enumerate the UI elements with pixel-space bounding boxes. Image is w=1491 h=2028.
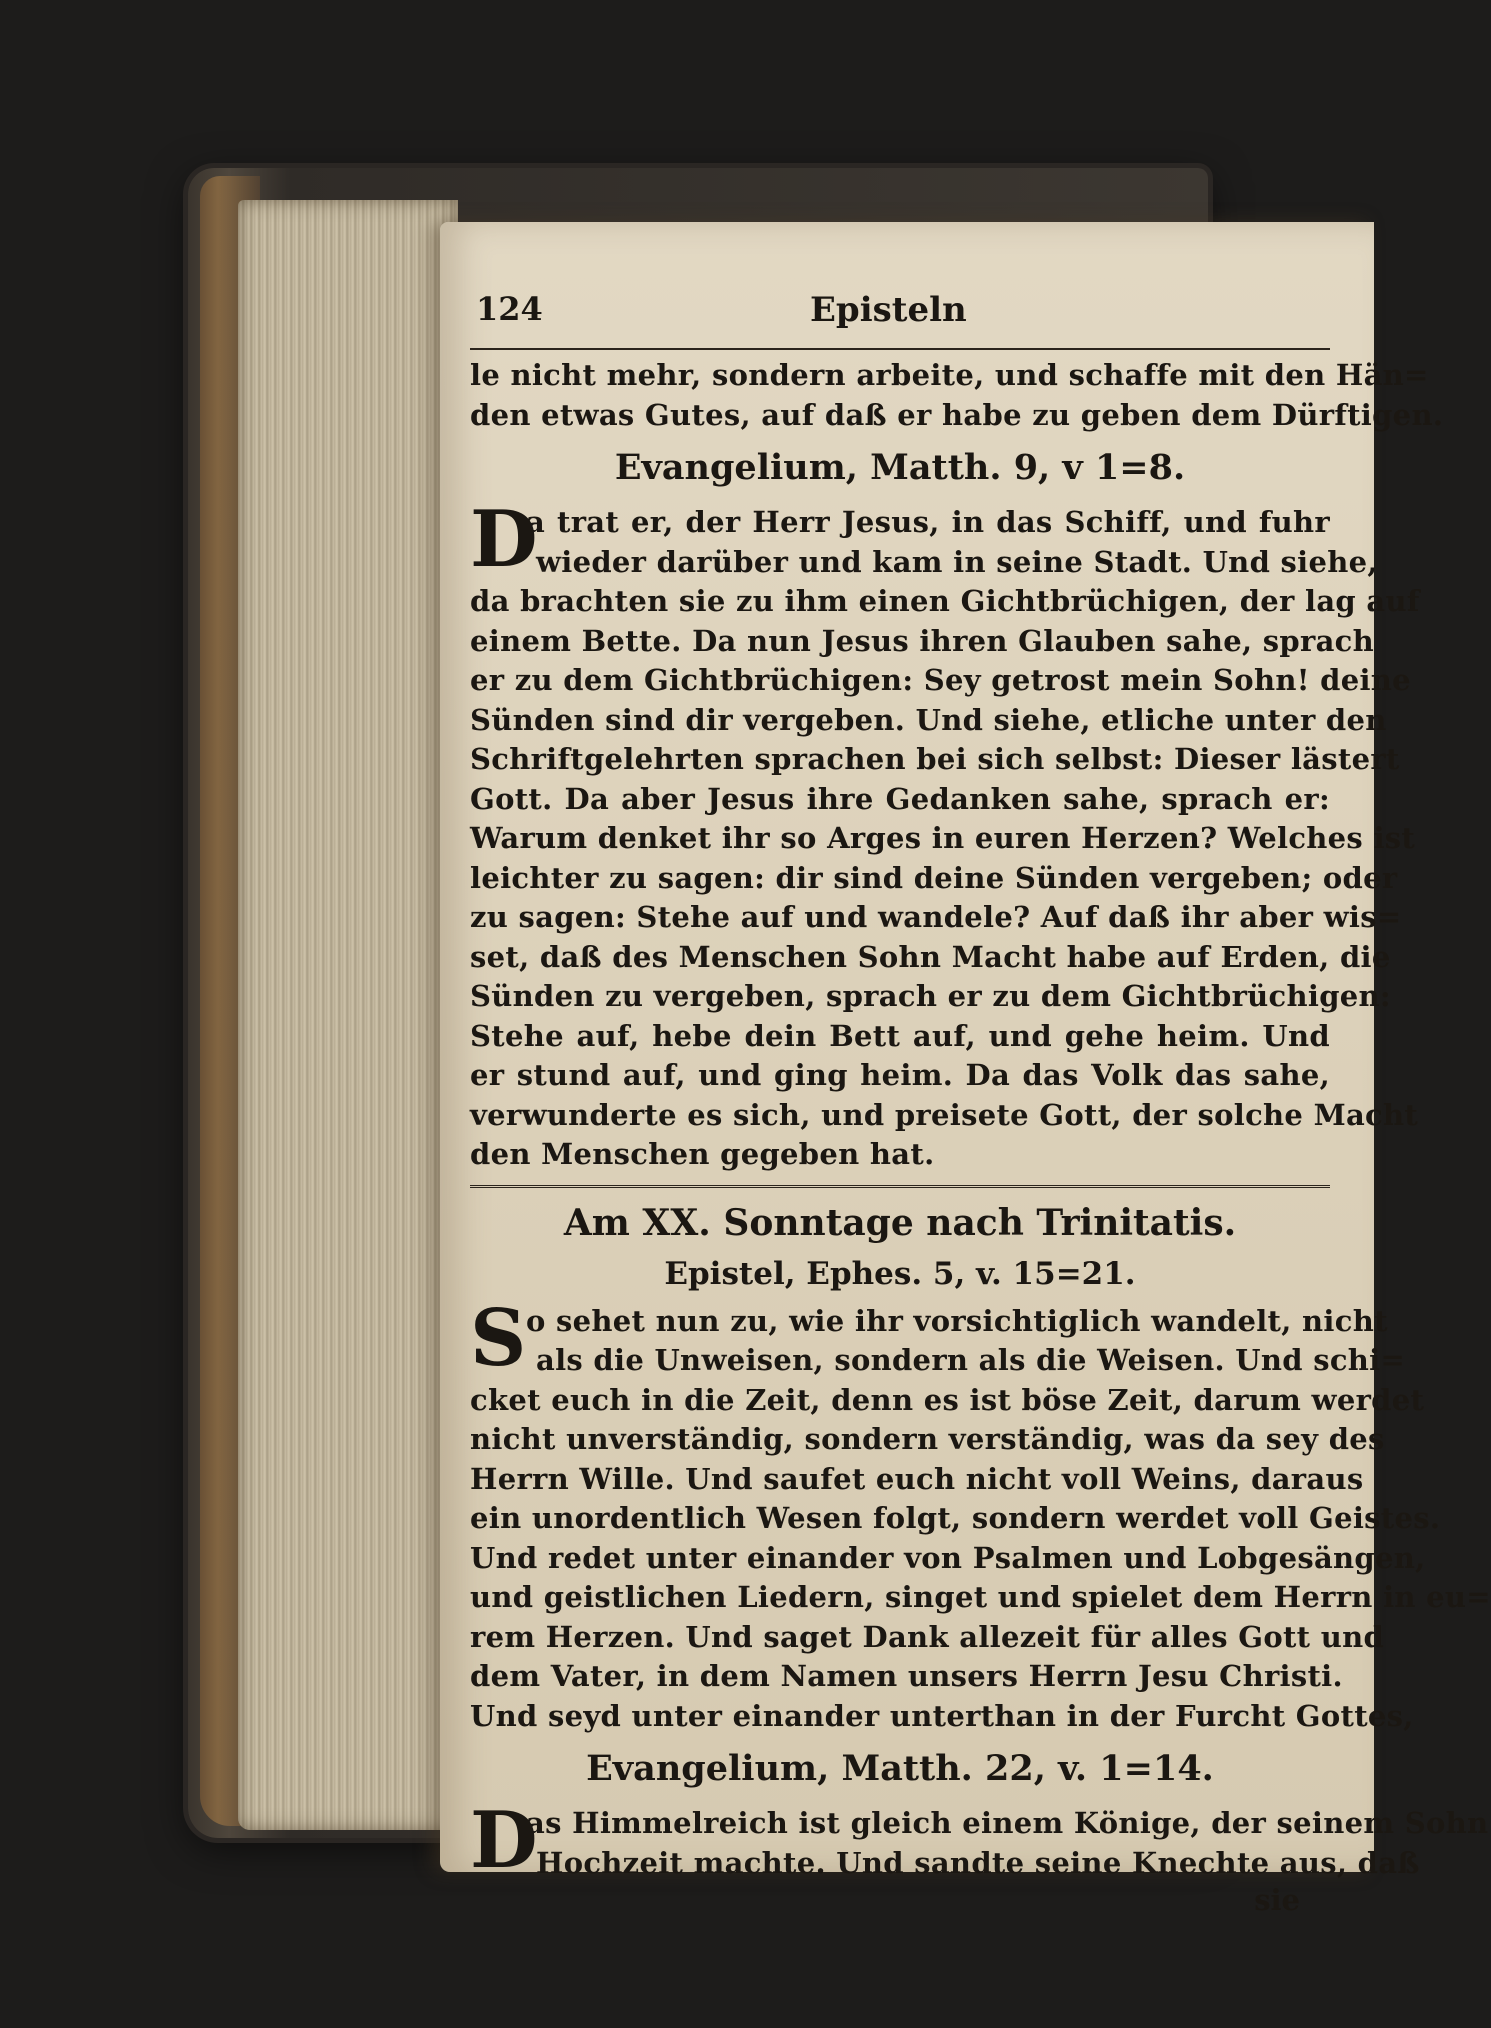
text-line: Warum denket ihr so Arges in euren Herzen? Welches ist xyxy=(470,821,1416,855)
text-line: Und seyd unter einander unterthan in der Furcht Gottes, xyxy=(470,1698,1414,1733)
header-rule xyxy=(470,348,1330,350)
text-line: Sünden zu vergeben, sprach er zu dem Gichtbrüchigen: xyxy=(470,979,1391,1013)
text-line: a trat er, der Herr Jesus, in das Schiff, und fuhr xyxy=(526,505,1330,539)
text-line: den etwas Gutes, auf daß er habe zu geben dem Dürftigen. xyxy=(470,397,1444,432)
sunday-heading: Am XX. Sonntage nach Trinitatis. xyxy=(563,1201,1237,1244)
text-line: wieder darüber und kam in seine Stadt. Und siehe, xyxy=(536,544,1378,579)
drop-cap: D xyxy=(470,494,538,585)
text-line: zu sagen: Stehe auf und wandele? Auf daß ihr aber wis= xyxy=(470,900,1402,934)
text-line: as Himmelreich ist gleich einem Könige, der seinem Sohn xyxy=(526,1806,1489,1840)
running-head: Episteln xyxy=(810,290,967,330)
text-line: den Menschen gegeben hat. xyxy=(470,1137,935,1171)
text-line: o sehet nun zu, wie ihr vorsichtiglich wandelt, nicht xyxy=(526,1303,1388,1338)
page-content xyxy=(470,280,1491,1917)
text-line: er stund auf, und ging heim. Da das Volk das sahe, xyxy=(470,1058,1330,1092)
epistle-heading: Epistel, Ephes. 5, v. 15=21. xyxy=(664,1255,1136,1292)
text-line: Sünden sind dir vergeben. Und siehe, etliche unter den xyxy=(470,702,1387,737)
text-line: Gott. Da aber Jesus ihre Gedanken sahe, sprach er: xyxy=(470,781,1330,816)
gospel-heading: Evangelium, Matth. 22, v. 1=14. xyxy=(586,1748,1214,1789)
catchword: sie xyxy=(1254,1883,1300,1917)
text-line: er zu dem Gichtbrüchigen: Sey getrost mein Sohn! deine xyxy=(470,663,1411,697)
text-line: Und redet unter einander von Psalmen und Lobgesängen, xyxy=(470,1540,1426,1575)
text-line: ein unordentlich Wesen folgt, sondern werdet voll Geistes. xyxy=(470,1501,1441,1535)
drop-cap: D xyxy=(470,1795,538,1886)
gospel-paragraph xyxy=(470,1795,1489,1917)
gospel-heading: Evangelium, Matth. 9, v 1=8. xyxy=(614,447,1186,488)
drop-cap: S xyxy=(470,1292,527,1384)
text-line: cket euch in die Zeit, denn es ist böse Zeit, darum werdet xyxy=(470,1382,1425,1417)
text-line: als die Unweisen, sondern als die Weisen. Und schi= xyxy=(536,1343,1406,1377)
carry-over-text xyxy=(470,356,1444,435)
gospel-paragraph xyxy=(470,494,1420,1175)
section-rule xyxy=(470,1185,1330,1188)
text-line: rem Herzen. Und saget Dank allezeit für alles Gott und xyxy=(470,1619,1385,1654)
text-line: Schriftgelehrten sprachen bei sich selbst: Dieser lästert xyxy=(470,742,1400,776)
text-line: da brachten sie zu ihm einen Gichtbrüchigen, der lag auf xyxy=(470,584,1420,618)
text-line: verwunderte es sich, und preisete Gott, der solche Macht xyxy=(470,1097,1419,1132)
text-line: Stehe auf, hebe dein Bett auf, und gehe heim. Und xyxy=(470,1018,1330,1053)
text-line: Herrn Wille. Und saufet euch nicht voll Weins, daraus xyxy=(470,1461,1364,1496)
page-header xyxy=(470,280,1330,344)
text-line: und geistlichen Liedern, singet und spielet dem Herrn in eu= xyxy=(470,1580,1491,1614)
text-line: Hochzeit machte. Und sandte seine Knechte aus, daß xyxy=(536,1845,1420,1880)
text-line: dem Vater, in dem Namen unsers Herrn Jesu Christi. xyxy=(470,1659,1343,1693)
text-line: einem Bette. Da nun Jesus ihren Glauben sahe, sprach xyxy=(470,623,1375,658)
text-line: set, daß des Menschen Sohn Macht habe auf Erden, die xyxy=(470,939,1391,974)
text-line: leichter zu sagen: dir sind deine Sünden vergeben; oder xyxy=(470,860,1398,895)
text-line: nicht unverständig, sondern verständig, was da sey des xyxy=(470,1422,1385,1456)
text-line: le nicht mehr, sondern arbeite, und schaffe mit den Hän= xyxy=(470,358,1429,392)
epistle-paragraph xyxy=(470,1292,1491,1737)
page-edges xyxy=(238,200,458,1830)
page-number: 124 xyxy=(476,290,543,328)
